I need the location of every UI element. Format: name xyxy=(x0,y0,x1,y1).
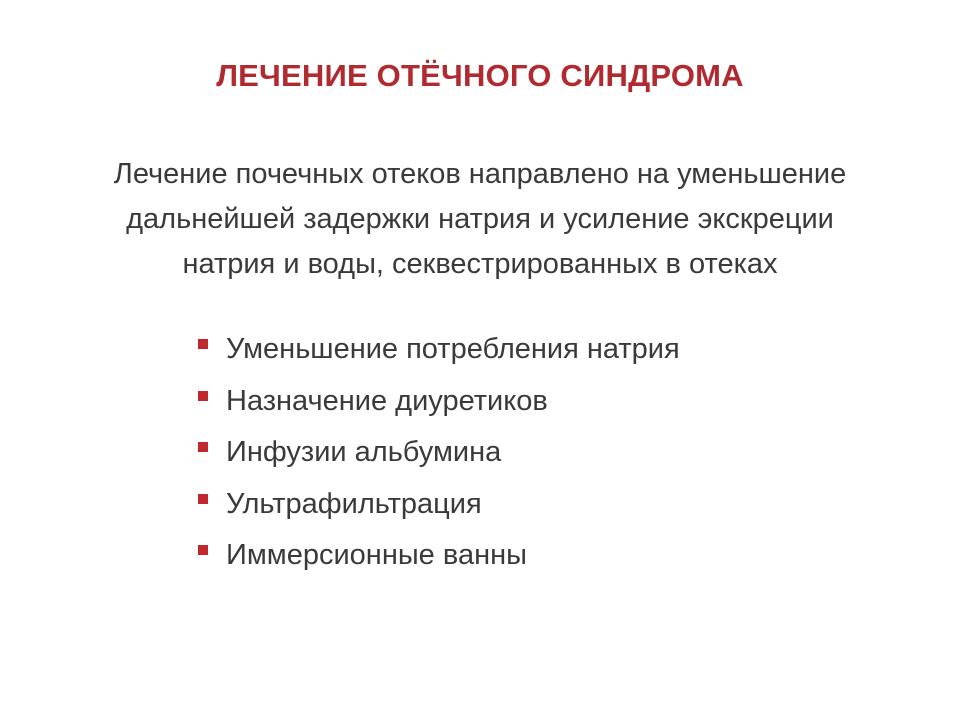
square-bullet-icon xyxy=(198,391,208,401)
intro-line: натрия и воды, секвестрированных в отеках xyxy=(182,248,778,280)
list-item-text: Ультрафильтрация xyxy=(226,487,482,520)
list-item-text: Иммерсионные ванны xyxy=(226,539,527,571)
list-item xyxy=(198,484,680,536)
treatment-list xyxy=(198,329,680,587)
list-item-text: Инфузии альбумина xyxy=(226,436,502,468)
square-bullet-icon xyxy=(198,494,208,504)
list-item xyxy=(198,432,680,484)
intro-paragraph xyxy=(40,152,920,287)
list-item xyxy=(198,381,680,433)
list-item-text: Назначение диуретиков xyxy=(226,384,548,417)
square-bullet-icon xyxy=(198,442,208,452)
list-item xyxy=(198,535,680,587)
square-bullet-icon xyxy=(198,545,208,555)
list-item-text: Уменьшение потребления натрия xyxy=(226,333,680,365)
list-item xyxy=(198,329,680,381)
square-bullet-icon xyxy=(198,339,208,349)
slide-title: ЛЕЧЕНИЕ ОТЁЧНОГО СИНДРОМА xyxy=(216,58,744,93)
intro-line: дальнейшей задержки натрия и усиление экскреции xyxy=(126,203,834,235)
intro-line: Лечение почечных отеков направлено на уменьшение xyxy=(113,158,847,190)
